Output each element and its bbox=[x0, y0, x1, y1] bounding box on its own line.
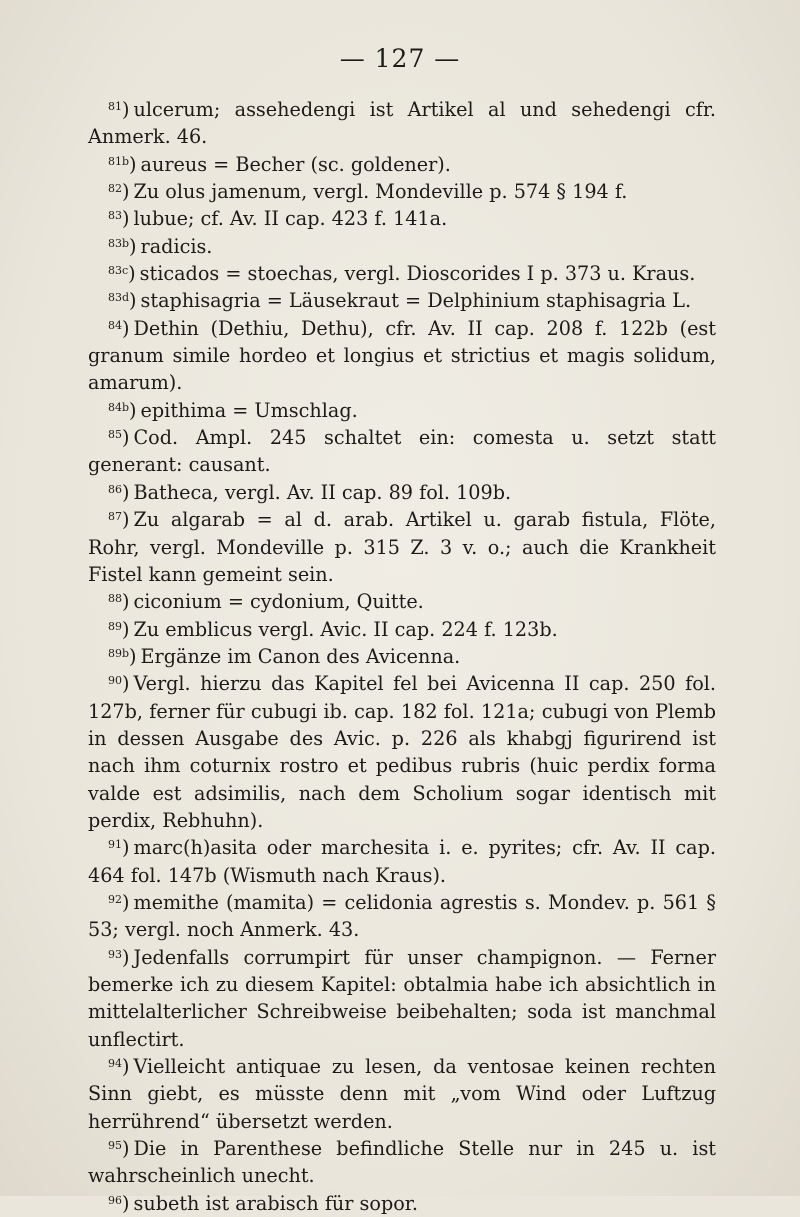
footnote: $^{93}$) Jedenfalls corrumpirt für unser champignon. — Ferner bemerke ich zu diesem Kapitel: obtalmia habe ich absichtlich in mittelalterlicher Schreibweise beibehalten; soda ist manchmal unflectirt. bbox=[88, 945, 716, 1051]
footnote-text: ciconium = cydonium, Quitte. bbox=[133, 590, 424, 614]
footnote: $^{89}$) Zu emblicus vergl. Avic. II cap. 224 f. 123b. bbox=[108, 617, 558, 641]
footnote-text: Jedenfalls corrumpirt für unser champignon. — Ferner bemerke ich zu diesem Kapitel: obtalmia habe ich absichtlich in mittelalterlicher Schreibweise beibehalten; soda ist manchmal unflectirt. bbox=[88, 945, 716, 1051]
footnote: $^{94}$) Vielleicht antiquae zu lesen, da ventosae keinen rechten Sinn giebt, es müsste denn mit „vom Wind oder Luftzug herrührend“ übersetzt werden. bbox=[88, 1055, 716, 1133]
footnote: $^{86}$) Batheca, vergl. Av. II cap. 89 fol. 109b. bbox=[108, 480, 512, 504]
footnote: $^{83}$) lubue; cf. Av. II cap. 423 f. 141a. bbox=[108, 207, 448, 231]
footnote-marker: 81 bbox=[108, 100, 122, 113]
footnote-text: marc(h)asita oder marchesita i. e. pyrites; cfr. Av. II cap. 464 fol. 147b (Wismuth nach Kraus). bbox=[88, 836, 716, 887]
footnote-marker: 90 bbox=[108, 674, 122, 688]
footnote-text: Vielleicht antiquae zu lesen, da ventosae keinen rechten Sinn giebt, es müsste denn mit „vom Wind oder Luftzug herrührend“ übersetzt werden. bbox=[88, 1055, 716, 1133]
footnote-text: Dethin (Dethiu, Dethu), cfr. Av. II cap. 208 f. 122b (est granum simile hordeo et longius et strictius et magis solidum, amarum). bbox=[88, 316, 716, 395]
footnote-text: ulcerum; assehedengi ist Artikel al und sehedengi cfr. Anmerk. 46. bbox=[88, 98, 716, 149]
footnote-marker: 83 bbox=[108, 209, 122, 223]
footnote-marker: 84b bbox=[108, 400, 130, 414]
footnote-marker: 87 bbox=[108, 510, 122, 524]
footnote: $^{85}$) Cod. Ampl. 245 schaltet ein: comesta u. setzt statt generant: causant. bbox=[88, 426, 716, 477]
footnote-marker: 85 bbox=[108, 428, 122, 442]
footnote-marker: 93 bbox=[108, 947, 122, 961]
footnote-text: Vergl. hierzu das Kapitel fel bei Avicenna II cap. 250 fol. 127b, ferner für cubugi ib. cap. 182 fol. 121a; cubugi von Plemb in dessen Ausgabe des Avic. p. 226 als khabgj figurirend ist nach ihm coturnix rostro et pedibus rubris (huic perdix forma valde est adsimilis, nach dem Scholium sogar identisch mit perdix, Rebhuhn). bbox=[88, 672, 716, 832]
footnote: $^{87}$) Zu algarab = al d. arab. Artikel u. garab fistula, Flöte, Rohr, vergl. Mondeville p. 315 Z. 3 v. o.; auch die Krankheit Fistel kann gemeint sein. bbox=[88, 508, 716, 586]
footnote-marker: 89b bbox=[108, 646, 130, 660]
footnote-text: epithima = Umschlag. bbox=[140, 398, 358, 422]
footnote-marker: 92 bbox=[108, 892, 122, 906]
footnote-marker: 83b bbox=[108, 236, 130, 250]
footnote: $^{90}$) Vergl. hierzu das Kapitel fel bei Avicenna II cap. 250 fol. 127b, ferner für cubugi ib. cap. 182 fol. 121a; cubugi von Plemb in dessen Ausgabe des Avic. p. 226 als khabgj figurirend ist nach ihm coturnix rostro et pedibus rubris (huic perdix forma valde est adsimilis, nach dem Scholium sogar identisch mit perdix, Rebhuhn). bbox=[88, 672, 716, 832]
footnote: $^{95}$) Die in Parenthese befindliche Stelle nur in 245 u. ist wahrscheinlich unecht. bbox=[88, 1137, 716, 1188]
footnote-text: Zu algarab = al d. arab. Artikel u. garab fistula, Flöte, Rohr, vergl. Mondeville p. 315 Z. 3 v. o.; auch die Krankheit Fistel kann gemeint sein. bbox=[88, 508, 716, 586]
footnote: $^{81b}$) aureus = Becher (sc. goldener). bbox=[108, 152, 451, 176]
footnote: $^{84b}$) epithima = Umschlag. bbox=[108, 398, 358, 422]
footnote-marker: 89 bbox=[108, 619, 122, 633]
footnote: $^{88}$) ciconium = cydonium, Quitte. bbox=[108, 590, 424, 614]
footnote-text: memithe (mamita) = celidonia agrestis s. Mondev. p. 561 § 53; vergl. noch Anmerk. 43. bbox=[88, 890, 716, 942]
page-number: — 127 — bbox=[339, 44, 461, 73]
footnote-text: Cod. Ampl. 245 schaltet ein: comesta u. setzt statt generant: causant. bbox=[88, 426, 716, 477]
footnote-marker: 83c bbox=[108, 264, 129, 278]
footnote: $^{91}$) marc(h)asita oder marchesita i. e. pyrites; cfr. Av. II cap. 464 fol. 147b (Wismuth nach Kraus). bbox=[88, 836, 716, 887]
footnote-text: radicis. bbox=[140, 234, 213, 258]
footnote-text: Batheca, vergl. Av. II cap. 89 fol. 109b. bbox=[133, 480, 512, 504]
footnote-text: subeth ist arabisch für sopor. bbox=[133, 1191, 418, 1215]
footnote-marker: 82 bbox=[108, 182, 122, 196]
footnote-text: staphisagria = Läusekraut = Delphinium staphisagria L. bbox=[140, 289, 692, 313]
footnote-text: Zu emblicus vergl. Avic. II cap. 224 f. 123b. bbox=[133, 617, 558, 641]
footnote: $^{82}$) Zu olus jamenum, vergl. Mondeville p. 574 § 194 f. bbox=[108, 180, 628, 204]
footnote-marker: 84 bbox=[108, 318, 122, 332]
footnote-text: lubue; cf. Av. II cap. 423 f. 141a. bbox=[133, 207, 448, 231]
footnote: $^{83c}$) sticados = stoechas, vergl. Dioscorides I p. 373 u. Kraus. bbox=[108, 262, 696, 286]
footnote-marker: 91 bbox=[108, 838, 122, 852]
footnote-text: Die in Parenthese befindliche Stelle nur in 245 u. ist wahrscheinlich unecht. bbox=[88, 1137, 716, 1188]
footnotes-list bbox=[88, 96, 716, 1217]
footnote: $^{92}$) memithe (mamita) = celidonia agrestis s. Mondev. p. 561 § 53; vergl. noch Anmerk. 43. bbox=[88, 890, 716, 942]
footnote-marker: 83d bbox=[108, 291, 130, 305]
footnote-text: Ergänze im Canon des Avicenna. bbox=[140, 644, 461, 668]
footnote-text: Zu olus jamenum, vergl. Mondeville p. 574 § 194 f. bbox=[133, 180, 628, 204]
footnote-text: sticados = stoechas, vergl. Dioscorides I p. 373 u. Kraus. bbox=[139, 262, 696, 286]
footnote-marker: 94 bbox=[108, 1057, 122, 1071]
footnote-marker: 95 bbox=[108, 1139, 122, 1153]
footnote: $^{89b}$) Ergänze im Canon des Avicenna. bbox=[108, 644, 461, 668]
footnote: $^{81}$) ulcerum; assehedengi ist Artikel al und sehedengi cfr. Anmerk. 46. bbox=[88, 98, 716, 149]
footnote-marker: 81b bbox=[108, 154, 130, 168]
footnote: $^{96}$) subeth ist arabisch für sopor. bbox=[108, 1191, 418, 1215]
footnote-marker: 86 bbox=[108, 482, 122, 496]
footnote-text: aureus = Becher (sc. goldener). bbox=[140, 152, 451, 176]
footnote: $^{83b}$) radicis. bbox=[108, 234, 213, 258]
footnote: $^{84}$) Dethin (Dethiu, Dethu), cfr. Av. II cap. 208 f. 122b (est granum simile hordeo et longius et strictius et magis solidum, amarum). bbox=[88, 316, 716, 395]
footnote: $^{83d}$) staphisagria = Läusekraut = Delphinium staphisagria L. bbox=[108, 289, 692, 313]
footnote-marker: 88 bbox=[108, 592, 122, 606]
footnote-marker: 96 bbox=[108, 1193, 122, 1207]
